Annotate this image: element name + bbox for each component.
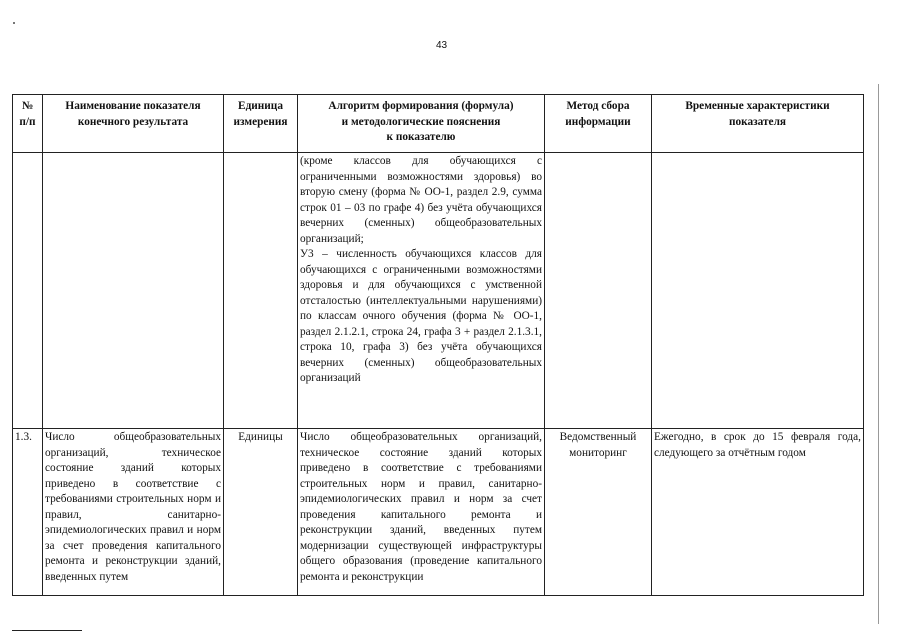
- header-name: Наименование показателя конечного результата: [43, 95, 224, 153]
- footer-line: [12, 630, 82, 631]
- header-num: № п/п: [13, 95, 43, 153]
- header-algorithm: Алгоритм формирования (формула) и методологические пояснения к показателю: [298, 95, 545, 153]
- table-row: [13, 153, 864, 429]
- page-number: 43: [436, 40, 448, 51]
- header-method: Метод сбора информации: [545, 95, 652, 153]
- row-num: 1.3.: [13, 429, 43, 596]
- row-method: [545, 153, 652, 429]
- indicators-table: [12, 94, 864, 596]
- row-time: Ежегодно, в срок до 15 февраля года, следующего за отчётным годом: [652, 429, 864, 596]
- header-unit: Единица измерения: [224, 95, 298, 153]
- header-time: Временные характеристики показателя: [652, 95, 864, 153]
- row-method: Ведомственный мониторинг: [545, 429, 652, 596]
- row-unit: Единицы: [224, 429, 298, 596]
- row-num: [13, 153, 43, 429]
- row-name: [43, 153, 224, 429]
- table-row: [13, 429, 864, 596]
- row-name: Число общеобразовательных организаций, техническое состояние зданий которых приведено в соответствие с требованиями строительных норм и правил, санитарно-эпидемиологических правил и норм за счет проведения капитального ремонта и реконструкции зданий, введенных путем: [43, 429, 224, 596]
- scan-dot: [13, 22, 15, 24]
- table-header-row: [13, 95, 864, 153]
- row-algorithm: Число общеобразовательных организаций, техническое состояние зданий которых приведено в соответствие с требованиями строительных норм и правил, санитарно-эпидемиологических правил и норм за счет проведения капитального ремонта и реконструкции зданий, введенных путем модернизации существующей инфраструктуры общего образования (проведение капитального ремонта и реконструкции: [298, 429, 545, 596]
- row-time: [652, 153, 864, 429]
- page-edge-line: [878, 84, 879, 624]
- row-unit: [224, 153, 298, 429]
- row-algorithm: (кроме классов для обучающихся с ограниченными возможностями здоровья) во вторую смену (форма № ОО-1, раздел 2.9, сумма строк 01 – 03 по графе 4) без учёта обучающихся вечерних (сменных) общеобразовательных организаций; У3 – численность обучающихся классов для обучающихся с ограниченными возможностями здоровья и для обучающихся с умственной отсталостью (интеллектуальными нарушениями) по классам очного обучения (форма № ОО-1, раздел 2.1.2.1, строка 24, графа 3 + раздел 2.1.3.1, строка 10, графа 3) без учёта обучающихся вечерних (сменных) общеобразовательных организаций: [298, 153, 545, 429]
